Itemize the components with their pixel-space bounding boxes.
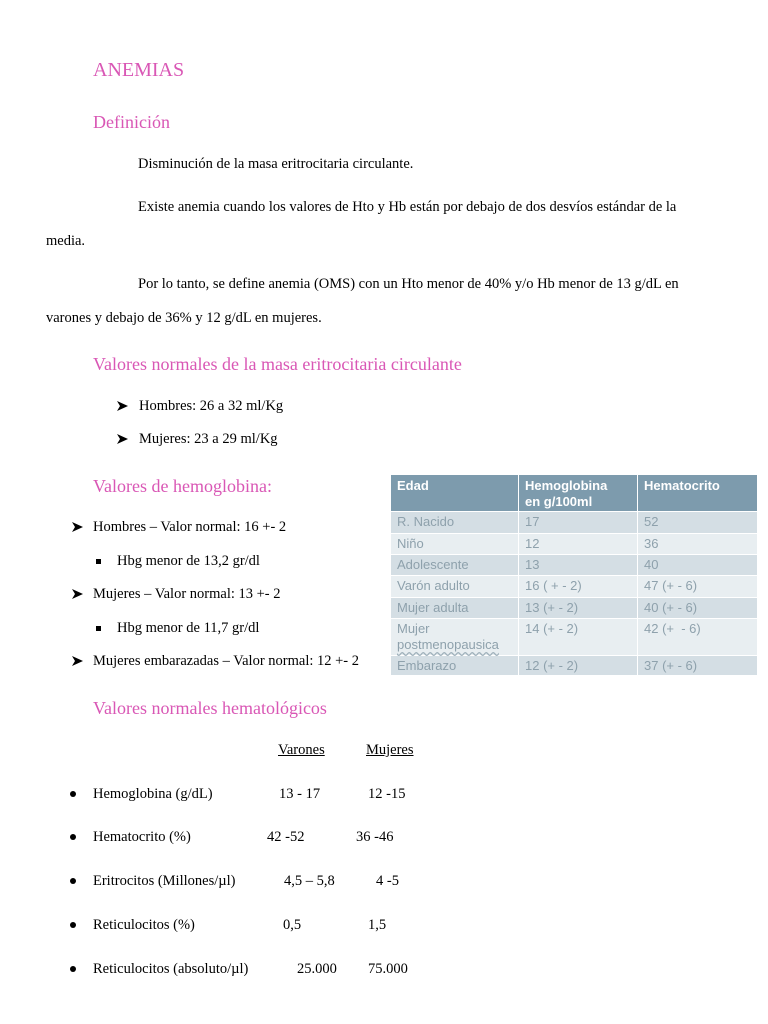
table-row — [391, 656, 758, 676]
table-cell: 12 — [519, 534, 638, 555]
reference-values-table — [390, 474, 758, 676]
column-header-mujeres: Mujeres — [366, 742, 414, 758]
definition-paragraph-2-line-1: Existe anemia cuando los valores de Hto y Hb están por debajo de dos desvíos estándar de la — [138, 199, 677, 215]
value-mujeres: 36 -46 — [356, 829, 394, 845]
table-header-cell: Hematocrito — [638, 475, 758, 512]
table-row — [391, 576, 758, 598]
value-varones: 0,5 — [283, 917, 302, 933]
list-item: Mujeres – Valor normal: 13 +- 2 — [93, 586, 281, 602]
definition-paragraph-3-line-2: varones y debajo de 36% y 12 g/dL en mujeres. — [46, 310, 322, 326]
value-row-label: Eritrocitos (Millones/µl) — [93, 873, 236, 889]
table-cell: Embarazo — [391, 656, 519, 676]
arrow-bullet-icon — [72, 656, 83, 666]
table-cell: 12 (+ - 2) — [519, 656, 638, 676]
round-bullet-icon — [70, 966, 76, 972]
table-cell: Niño — [391, 534, 519, 555]
value-mujeres: 75.000 — [368, 961, 408, 977]
value-row-label: Reticulocitos (%) — [93, 917, 195, 933]
table-cell: 13 — [519, 555, 638, 576]
table-cell: 14 (+ - 2) — [519, 619, 638, 656]
table-cell: 40 (+ - 6) — [638, 598, 758, 619]
list-item: Hombres: 26 a 32 ml/Kg — [139, 398, 284, 414]
table-cell: 17 — [519, 512, 638, 534]
table-cell: R. Nacido — [391, 512, 519, 534]
round-bullet-icon — [70, 791, 76, 797]
value-row-label: Hematocrito (%) — [93, 829, 191, 845]
value-varones: 13 - 17 — [279, 786, 321, 802]
list-item: Hombres – Valor normal: 16 +- 2 — [93, 519, 287, 535]
arrow-bullet-icon — [72, 589, 83, 599]
table-cell: Adolescente — [391, 555, 519, 576]
sub-list-item: Hbg menor de 13,2 gr/dl — [117, 553, 260, 569]
value-mujeres: 12 -15 — [368, 786, 406, 802]
definition-paragraph-2-line-2: media. — [46, 233, 86, 249]
list-item: Mujeres embarazadas – Valor normal: 12 +- 2 — [93, 653, 360, 669]
table-header-cell — [519, 475, 638, 512]
table-row — [391, 512, 758, 534]
round-bullet-icon — [70, 834, 76, 840]
arrow-bullet-icon — [117, 401, 128, 411]
page-title: ANEMIAS — [93, 59, 185, 81]
table-header-label: Hemoglobina en g/100ml — [525, 478, 611, 509]
definition-heading: Definición — [93, 112, 170, 132]
table-row — [391, 534, 758, 555]
column-header-varones: Varones — [278, 742, 325, 758]
value-varones: 25.000 — [297, 961, 337, 977]
table-cell: 13 (+ - 2) — [519, 598, 638, 619]
round-bullet-icon — [70, 878, 76, 884]
hemoglobin-heading: Valores de hemoglobina: — [93, 476, 272, 496]
table-cell: 52 — [638, 512, 758, 534]
table-row — [391, 619, 758, 656]
value-varones: 4,5 – 5,8 — [284, 873, 335, 889]
table-cell: 36 — [638, 534, 758, 555]
table-cell: 47 (+ - 6) — [638, 576, 758, 598]
definition-paragraph-3-line-1: Por lo tanto, se define anemia (OMS) con un Hto menor de 40% y/o Hb menor de 13 g/dL en — [138, 276, 679, 292]
table-row — [391, 598, 758, 619]
round-bullet-icon — [70, 922, 76, 928]
table-cell: Varón adulto — [391, 576, 519, 598]
table-header-row — [391, 475, 758, 512]
value-varones: 42 -52 — [267, 829, 305, 845]
table-cell — [391, 619, 519, 656]
value-mujeres: 4 -5 — [376, 873, 399, 889]
hematologic-values-heading: Valores normales hematológicos — [93, 698, 327, 718]
table-cell: 42 (+ - 6) — [638, 619, 758, 656]
sub-list-item: Hbg menor de 11,7 gr/dl — [117, 620, 260, 636]
value-mujeres: 1,5 — [368, 917, 387, 933]
definition-paragraph-1: Disminución de la masa eritrocitaria circulante. — [138, 156, 414, 172]
value-row-label: Reticulocitos (absoluto/µl) — [93, 961, 249, 977]
table-cell-line: Mujer — [397, 621, 430, 636]
table-header-cell: Edad — [391, 475, 519, 512]
red-cell-mass-heading: Valores normales de la masa eritrocitaria circulante — [93, 354, 462, 374]
table-cell: 40 — [638, 555, 758, 576]
arrow-bullet-icon — [72, 522, 83, 532]
value-row-label: Hemoglobina (g/dL) — [93, 786, 213, 802]
list-item: Mujeres: 23 a 29 ml/Kg — [139, 431, 278, 447]
table-cell-line: postmenopausica — [397, 637, 499, 652]
square-bullet-icon — [96, 559, 101, 564]
table-cell: 37 (+ - 6) — [638, 656, 758, 676]
square-bullet-icon — [96, 626, 101, 631]
table-row — [391, 555, 758, 576]
table-cell: Mujer adulta — [391, 598, 519, 619]
arrow-bullet-icon — [117, 434, 128, 444]
table-cell: 16 ( + - 2) — [519, 576, 638, 598]
